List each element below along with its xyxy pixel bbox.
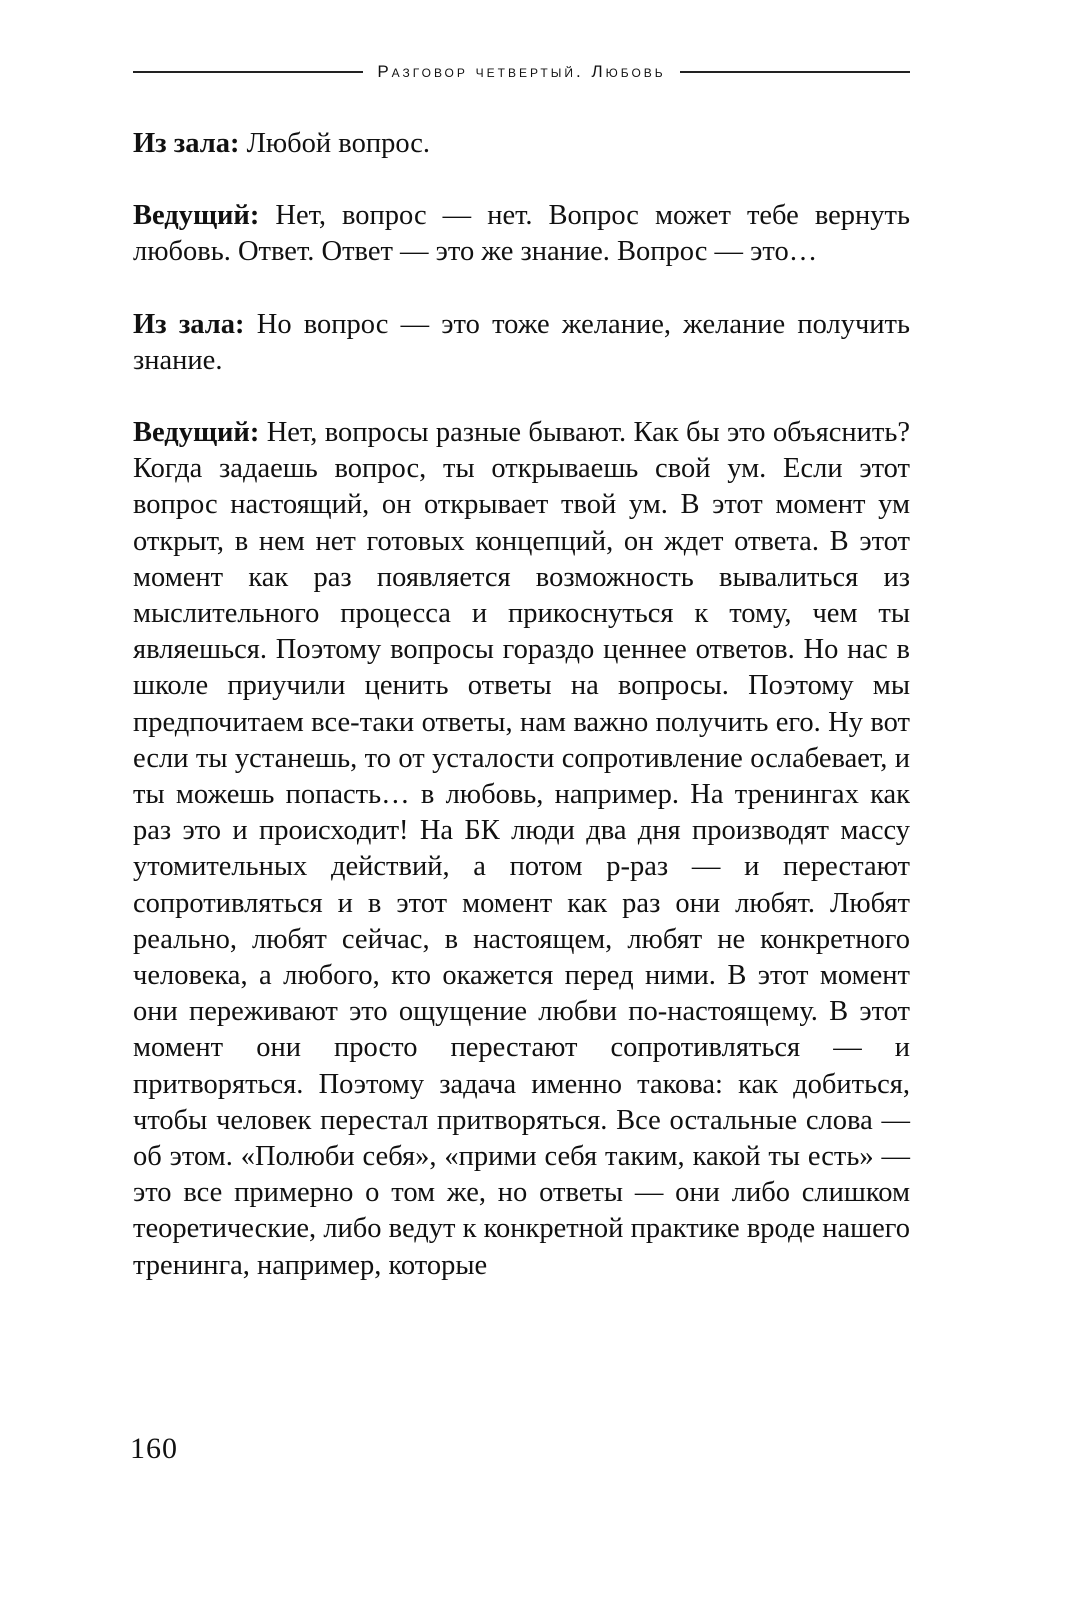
paragraph-text: Любой вопрос. — [246, 128, 431, 159]
header-rule-left — [133, 71, 363, 73]
chapter-title: Разговор четвертый. Любовь — [377, 62, 666, 81]
paragraph-text: Но вопрос — это тоже желание, желание получить знание. — [133, 308, 911, 376]
dialogue-paragraph — [133, 126, 910, 162]
speaker-label: Из зала: — [133, 308, 245, 340]
paragraph-text: Нет, вопросы разные бывают. Как бы это объяснить? Когда задаешь вопрос, ты открываешь свой ум. Если этот вопрос настоящий, он открывает твой ум. В этот момент ум открыт, в нем нет готовых концепций, он ждет ответа. В этот момент как раз появляется возможность вывалиться из мыслительного процесса и прикоснуться к тому, чем ты являешься. Поэтому вопросы гораздо ценнее ответов. Но нас в школе приучили ценить ответы на вопросы. Поэтому мы предпочитаем все-таки ответы, нам важно получить его. Ну вот если ты устанешь, то от усталости сопротивление ослабевает, и ты можешь попасть… в любовь, например. На тренингах как раз это и происходит! На БК люди два дня производят массу утомительных действий, а потом р-раз — и перестают сопротивляться и в этот момент как раз они любят. Любят реально, любят сейчас, в настоящем, любят не конкретного человека, а любого, кто окажется перед ними. В этот момент они переживают это ощущение любви по-настоящему. В этот момент они просто перестают сопротивляться — и притворяться. Поэтому задача именно такова: как добиться, чтобы человек перестал притворяться. Все остальные слова — об этом. «Полюби себя», «прими себя таким, какой ты есть» — это все примерно о том же, но ответы — они либо слишком теоретические, либо ведут к конкретной практике вроде нашего тренинга, например, которые — [133, 417, 910, 1281]
dialogue-paragraph — [133, 198, 910, 270]
speaker-label: Ведущий: — [133, 417, 260, 449]
dialogue-paragraph — [133, 415, 910, 1284]
paragraph-text: Нет, вопрос — нет. Вопрос может тебе вернуть любовь. Ответ. Ответ — это же знание. Вопрос — это… — [133, 200, 910, 268]
speaker-label: Из зала: — [133, 128, 240, 159]
speaker-label: Ведущий: — [133, 200, 260, 232]
running-header — [133, 62, 910, 82]
header-rule-right — [680, 71, 910, 73]
page-number: 160 — [130, 1432, 178, 1465]
dialogue-paragraph — [133, 307, 910, 379]
page-body — [133, 126, 910, 1320]
